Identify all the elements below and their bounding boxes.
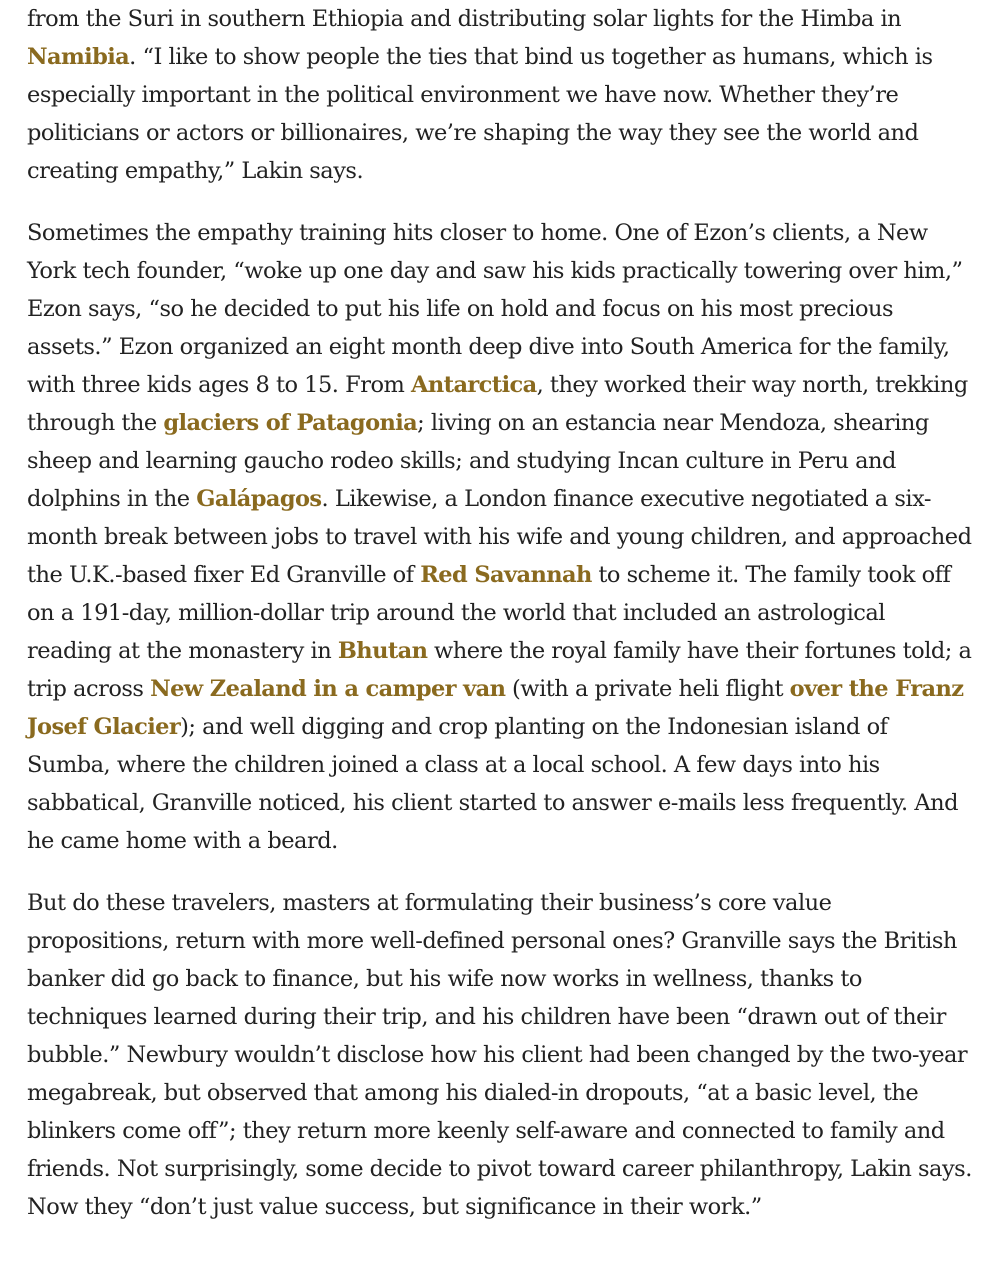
article-body bbox=[27, 0, 972, 1250]
paragraph-text: ; living on an estancia near Mendoza, shearing sheep and learning gaucho rodeo skills; and studying Incan culture in Peru and dolphins in the bbox=[27, 410, 929, 512]
paragraph-text: ); and well digging and crop planting on the Indonesian island of Sumba, where the children joined a class at a local school. A few days into his sabbatical, Granville noticed, his client started to answer e-mails less frequently. And he came home with a beard. bbox=[27, 714, 958, 854]
inline-link[interactable]: Bhutan bbox=[337, 638, 428, 664]
inline-link[interactable]: Galápagos bbox=[196, 486, 322, 512]
paragraph-text: But do these travelers, masters at formulating their business’s core value propositions, return with more well-defined personal ones? Granville says the British banker did go back to finance, but his wife now works in wellness, thanks to techniques learned during their trip, and his children have been “drawn out of their bubble.” Newbury wouldn’t disclose how his client had been changed by the two-year megabreak, but observed that among his dialed-in dropouts, “at a basic level, the blinkers come off”; they return more keenly self-aware and connected to family and friends. Not surprisingly, some decide to pivot toward career philanthropy, Lakin says. Now they “don’t just value success, but significance in their work.” bbox=[27, 890, 972, 1220]
paragraph-text: (with a private heli flight bbox=[505, 676, 790, 702]
article-paragraph bbox=[27, 214, 972, 860]
paragraph-text: Sometimes the empathy training hits closer to home. One of Ezon’s clients, a New York tech founder, “woke up one day and saw his kids practically towering over him,” Ezon says, “so he decided to put his life on hold and focus on his most precious assets.” Ezon organized an eight month deep dive into South America for the family, with three kids ages 8 to 15. From bbox=[27, 220, 963, 398]
paragraph-text: from the Suri in southern Ethiopia and distributing solar lights for the Himba in bbox=[27, 6, 902, 32]
inline-link[interactable]: Red Savannah bbox=[420, 562, 592, 588]
inline-link[interactable]: glaciers of Patagonia bbox=[163, 410, 418, 436]
inline-link[interactable]: Antarctica bbox=[411, 372, 537, 398]
paragraph-text: where the royal family have their fortunes told; a trip across bbox=[27, 638, 972, 702]
paragraph-text: . “I like to show people the ties that bind us together as humans, which is especially important in the political environment we have now. Whether they’re politicians or actors or billionaires, we’re shaping the way they see the world and creating empathy,” Lakin says. bbox=[27, 44, 933, 184]
inline-link[interactable]: New Zealand in a camper van bbox=[150, 676, 506, 702]
paragraph-text: , they worked their way north, trekking through the bbox=[27, 372, 968, 436]
article-paragraph bbox=[27, 0, 972, 190]
article-paragraph bbox=[27, 884, 972, 1226]
inline-link[interactable]: over the Franz Josef Glacier bbox=[27, 676, 964, 740]
paragraph-text: . Likewise, a London finance executive negotiated a six-month break between jobs to travel with his wife and young children, and approached the U.K.-based fixer Ed Granville of bbox=[27, 486, 972, 588]
paragraph-text: to scheme it. The family took off on a 191-day, million-dollar trip around the world that included an astrological reading at the monastery in bbox=[27, 562, 951, 664]
inline-link[interactable]: Namibia bbox=[27, 44, 130, 70]
